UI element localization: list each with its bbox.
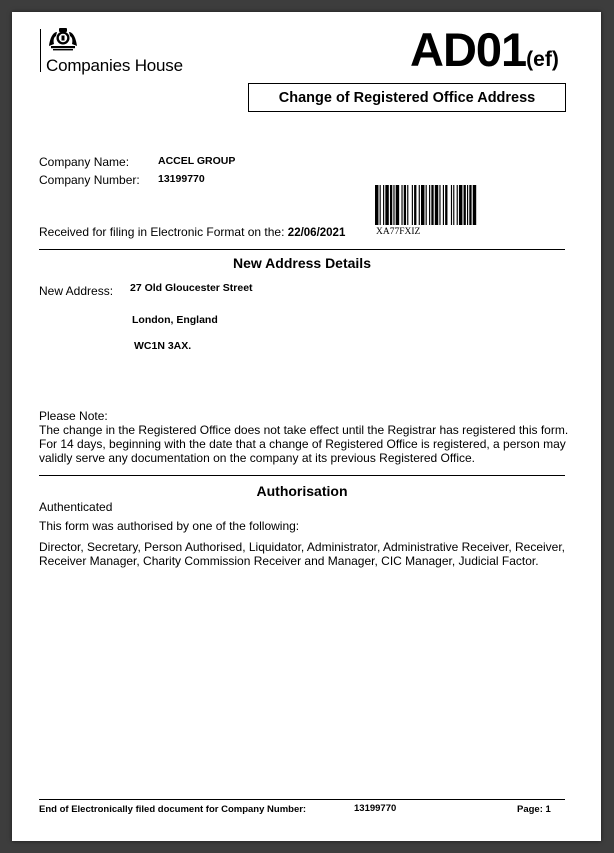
document-page: [12, 12, 601, 841]
barcode-bar: [383, 185, 384, 225]
note-line-3: validly serve any documentation on the company at its previous Registered Office.: [39, 451, 476, 465]
barcode-bar: [393, 185, 394, 225]
new-address-heading: New Address Details: [233, 255, 371, 271]
barcode-bar: [412, 185, 413, 225]
new-address-label: New Address:: [39, 284, 114, 298]
authorisation-roles: [39, 540, 584, 568]
address-line-2: London, England: [132, 314, 218, 326]
logo-divider: [40, 29, 41, 72]
barcode-bar: [453, 185, 454, 225]
note-line-2: For 14 days, beginning with the date that a change of Registered Office is registered, a person may: [39, 437, 566, 451]
note-title: Please Note:: [39, 409, 108, 423]
roles-line-2: Receiver Manager, Charity Commission Receiver and Manager, CIC Manager, Judicial Factor.: [39, 554, 539, 568]
barcode-bar: [390, 185, 392, 225]
address-postcode: WC1N 3AX.: [134, 340, 192, 352]
barcode-bar: [407, 185, 408, 225]
note-block: [39, 409, 579, 465]
barcode-bar: [473, 185, 476, 225]
barcode-bar: [435, 185, 438, 225]
barcode-bar: [429, 185, 430, 225]
barcode-bar: [467, 185, 468, 225]
form-code-suffix: (ef): [526, 48, 559, 71]
barcode-bar: [451, 185, 452, 225]
company-number-value: 13199770: [158, 173, 205, 185]
note-line-1: The change in the Registered Office does not take effect until the Registrar has registered this form.: [39, 423, 569, 437]
barcode: [375, 185, 561, 225]
barcode-bar: [469, 185, 471, 225]
barcode-bar: [419, 185, 420, 225]
barcode-bar: [401, 185, 402, 225]
barcode-bar: [375, 185, 378, 225]
form-title: Change of Registered Office Address: [248, 83, 566, 112]
barcode-bar: [414, 185, 416, 225]
royal-crest-icon: [47, 26, 79, 52]
barcode-bar: [426, 185, 427, 225]
company-name-label: Company Name:: [39, 155, 130, 169]
company-name-value: ACCEL GROUP: [158, 155, 236, 167]
received-date: 22/06/2021: [287, 227, 346, 239]
form-code: [410, 24, 559, 86]
barcode-bar: [431, 185, 433, 225]
barcode-bar: [421, 185, 424, 225]
footer-company-number: 13199770: [354, 803, 397, 814]
divider: [39, 475, 565, 476]
barcode-bar: [385, 185, 388, 225]
authorisation-intro: This form was authorised by one of the following:: [39, 519, 300, 533]
barcode-bar: [404, 185, 406, 225]
authorisation-status: Authenticated: [39, 500, 113, 514]
received-line: [39, 225, 345, 239]
received-label: Received for filing in Electronic Format on the:: [39, 225, 285, 239]
org-name: Companies House: [46, 56, 183, 75]
divider: [39, 249, 565, 250]
footer-end-text: End of Electronically filed document for Company Number:: [39, 804, 307, 815]
address-line-1: 27 Old Gloucester Street: [130, 282, 253, 294]
barcode-bar: [459, 185, 462, 225]
barcode-bar: [457, 185, 458, 225]
roles-line-1: Director, Secretary, Person Authorised, Liquidator, Administrator, Administrative Receiver, Receiver,: [39, 540, 566, 554]
barcode-bar: [464, 185, 466, 225]
barcode-bar: [445, 185, 447, 225]
barcode-bar: [439, 185, 440, 225]
barcode-bar: [396, 185, 399, 225]
footer-divider: [39, 799, 565, 800]
footer-page-number: Page: 1: [517, 804, 551, 815]
company-number-label: Company Number:: [39, 173, 140, 187]
authorisation-heading: Authorisation: [256, 483, 348, 499]
barcode-bar: [443, 185, 444, 225]
barcode-bar: [380, 185, 381, 225]
barcode-text: XA77FXIZ: [376, 227, 421, 237]
form-code-main: AD01: [410, 23, 527, 76]
